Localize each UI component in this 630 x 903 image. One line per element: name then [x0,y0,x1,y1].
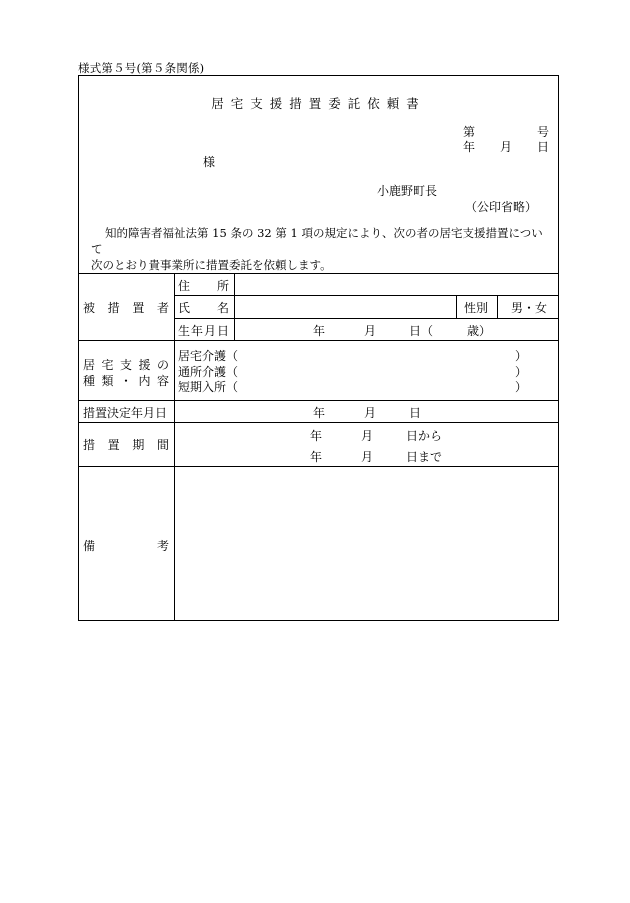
period-from-year: 年 [310,429,323,443]
period-label-char: 期 [132,438,145,452]
support-label-char: 宅 [101,358,114,372]
period-to-month: 月 [361,450,374,464]
support-label-char: 居 [83,358,96,372]
period-to-year: 年 [310,450,323,464]
form-title: 居宅支援措置委託依頼書 [211,96,426,111]
address-row-rule [174,295,558,296]
date-month: 月 [500,140,513,154]
support-label-char: 支 [119,358,132,372]
decision-year: 年 [313,406,326,420]
person-label-char: 措 [107,301,120,315]
request-body-text [91,225,551,273]
address-label-char: 所 [216,279,229,293]
body-line-1: 知的障害者福祉法第 15 条の 32 第 1 項の規定により、次の者の居宅支援措置について [91,226,543,256]
person-label-char: 者 [156,301,169,315]
address-label-char: 住 [178,279,191,293]
gender-options: 男・女 [511,301,548,315]
period-label-char: 置 [107,438,120,452]
person-label [83,299,169,316]
remarks-label [83,537,169,554]
sublabel-column-rule [234,273,235,340]
period-label [83,436,169,453]
doc-number-prefix: 第 [463,125,476,139]
decision-month: 月 [364,406,377,420]
period-from-day: 日から [406,429,443,443]
support-item-short-stay-close: ） [515,380,528,394]
label-column-rule [174,273,175,620]
support-section-rule [79,400,558,401]
addressee-suffix: 様 [203,155,216,169]
support-label-char: ・ [119,374,132,388]
support-label-line2 [83,372,169,389]
support-label-char: 種 [83,374,96,388]
period-label-char: 間 [156,438,169,452]
support-item-home-care-close: ） [515,349,528,363]
remarks-label-char: 備 [83,539,96,553]
name-label-char: 氏 [178,301,191,315]
dob-age: 歳） [467,324,492,338]
decision-day: 日 [409,406,422,420]
decision-row-rule [79,422,558,423]
dob-month: 月 [364,324,377,338]
support-label-char: 容 [156,374,169,388]
support-label-char: 類 [101,374,114,388]
seal-omitted-note: （公印省略） [465,200,538,214]
doc-number-suffix: 号 [537,125,550,139]
support-label-char: の [156,358,169,372]
support-item-home-care: 居宅介護（ [178,349,239,363]
date-day: 日 [537,140,550,154]
support-item-short-stay: 短期入所（ [178,380,239,394]
gender-label: 性別 [464,301,489,315]
support-label-char: 内 [138,374,151,388]
remarks-label-char: 考 [156,539,169,553]
issuer-name: 小鹿野町長 [377,184,438,198]
support-item-day-care: 通所介護（ [178,365,239,379]
name-label-char: 名 [216,301,229,315]
table-top-rule [79,273,558,274]
name-row-rule [174,318,558,319]
period-label-char: 措 [83,438,96,452]
name-label [178,299,229,316]
person-label-char: 置 [132,301,145,315]
address-label [178,277,229,294]
dob-day: 日（ [409,324,434,338]
dob-label: 生年月日 [178,324,231,338]
period-from-month: 月 [361,429,374,443]
person-label-char: 被 [83,301,96,315]
body-line-2: 次のとおり貴事業所に措置委託を依頼します。 [91,258,332,272]
dob-year: 年 [313,324,326,338]
support-label-char: 援 [138,358,151,372]
period-to-day: 日まで [406,450,443,464]
support-label-line1 [83,356,169,373]
form-number: 様式第５号(第５条関係) [78,61,205,75]
request-form [78,75,559,621]
gender-label-left-rule [456,295,457,318]
support-item-day-care-close: ） [515,365,528,379]
gender-label-right-rule [497,295,498,318]
date-year: 年 [463,140,476,154]
person-section-rule [79,340,558,341]
decision-date-label: 措置決定年月日 [83,406,168,420]
period-row-rule [79,466,558,467]
